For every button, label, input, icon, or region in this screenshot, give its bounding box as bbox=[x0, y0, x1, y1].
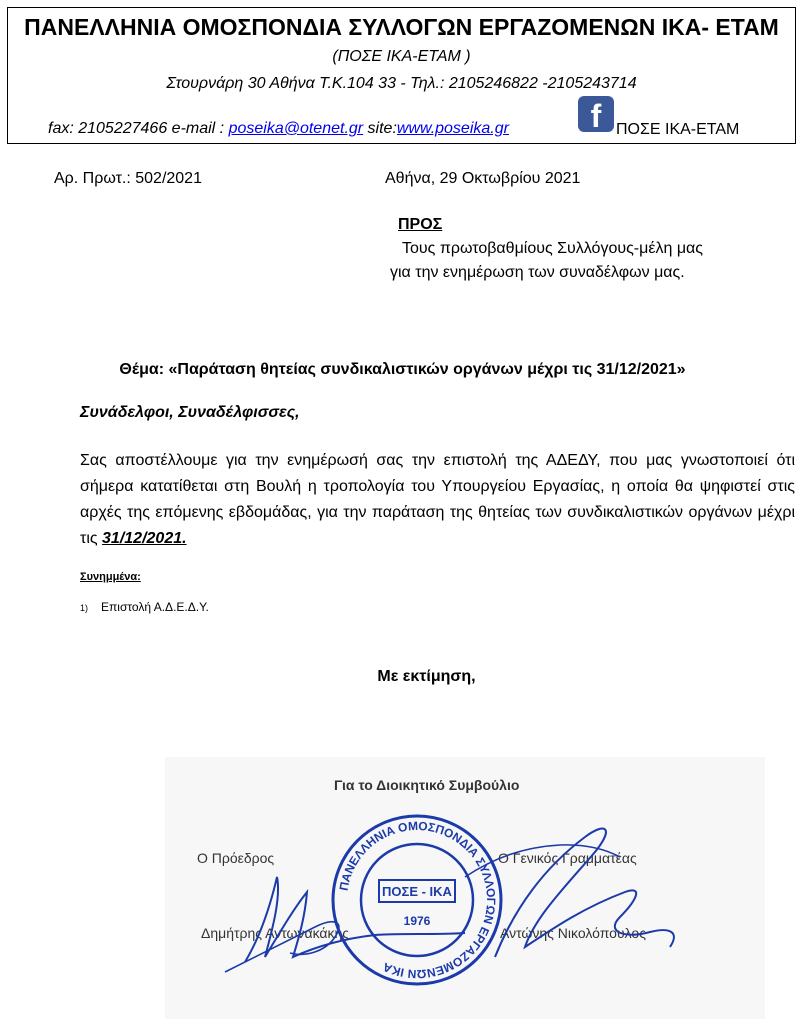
subject-line: Θέμα: «Παράταση θητείας συνδικαλιστικών οργάνων μέχρι τις 31/12/2021» bbox=[119, 361, 686, 378]
recipient-line: για την ενημέρωση των συναδέλφων μας. bbox=[390, 264, 685, 281]
deadline-date: 31/12/2021. bbox=[102, 530, 187, 547]
organization-name: ΠΑΝΕΛΛΗΝΙΑ ΟΜΟΣΠΟΝΔΙΑ ΣΥΛΛΟΓΩΝ ΕΡΓΑΖΟΜΕΝΩΝ ΙΚΑ- ΕΤΑΜ bbox=[24, 14, 779, 40]
attachment-number: 1) bbox=[80, 603, 89, 613]
stamp-year: 1976 bbox=[403, 914, 431, 928]
secretary-signature bbox=[495, 829, 674, 957]
handwritten-signatures bbox=[165, 757, 765, 1019]
recipient-heading: ΠΡΟΣ bbox=[398, 216, 443, 233]
body-paragraph bbox=[80, 448, 795, 552]
secretary-name: Αντώνης Νικολόπουλος bbox=[500, 925, 646, 941]
website-link[interactable]: www.poseika.gr bbox=[396, 120, 509, 137]
organization-address: Στουρνάρη 30 Αθήνα Τ.Κ.104 33 - Τηλ.: 2105246822 -2105243714 bbox=[166, 75, 637, 92]
president-signature bbox=[245, 877, 465, 962]
fax-email-label: fax: 2105227466 e-mail : bbox=[48, 120, 229, 137]
contact-line bbox=[48, 120, 509, 138]
closing-salutation: Με εκτίμηση, bbox=[377, 668, 476, 685]
body-text: Σας αποστέλλουμε για την ενημέρωσή σας την επιστολή της ΑΔΕΔΥ, που μας γνωστοποιεί ότι σήμερα κατατίθεται στη Βουλή η τροπολογία του Υπουργείου Εργασίας, η οποία θα ψηφιστεί στις αρχές της επόμενης εβδομάδας, για την παράταση της θητείας των συνδικαλιστικών οργάνων μέχρι τις bbox=[80, 452, 795, 547]
secretary-role: Ο Γενικός Γραμματέας bbox=[498, 850, 637, 866]
letter-date: Αθήνα, 29 Οκτωβρίου 2021 bbox=[385, 170, 581, 187]
recipient-line: Τους πρωτοβαθμίους Συλλόγους-μέλη μας bbox=[402, 240, 704, 257]
president-name: Δημήτρης Αντωνακάκης bbox=[201, 925, 350, 941]
protocol-number: Αρ. Πρωτ.: 502/2021 bbox=[54, 170, 202, 187]
email-link[interactable]: poseika@otenet.gr bbox=[228, 120, 364, 137]
president-role: Ο Πρόεδρος bbox=[197, 850, 275, 866]
attachments-heading: Συνημμένα: bbox=[80, 571, 141, 583]
stamp-ring-text: ΠΑΝΕΛΛΗΝΙΑ ΟΜΟΣΠΟΝΔΙΑ ΣΥΛΛΟΓΩΝ ΕΡΓΑΖΟΜΕΝΩΝ ΙΚΑ bbox=[336, 818, 499, 982]
facebook-icon[interactable]: f bbox=[578, 96, 614, 132]
attachment-item: Επιστολή Α.Δ.Ε.Δ.Υ. bbox=[101, 600, 209, 614]
site-label: site: bbox=[363, 120, 397, 137]
stamp-center-text: ΠΟΣΕ - ΙΚΑ bbox=[382, 884, 452, 899]
greeting: Συνάδελφοι, Συναδέλφισσες, bbox=[80, 404, 300, 421]
facebook-page-name: ΠΟΣΕ ΙΚΑ-ΕΤΑΜ bbox=[616, 121, 740, 138]
organization-abbreviation: (ΠΟΣΕ ΙΚΑ-ΕΤΑΜ ) bbox=[332, 48, 471, 65]
board-title: Για το Διοικητικό Συμβούλιο bbox=[334, 777, 520, 793]
